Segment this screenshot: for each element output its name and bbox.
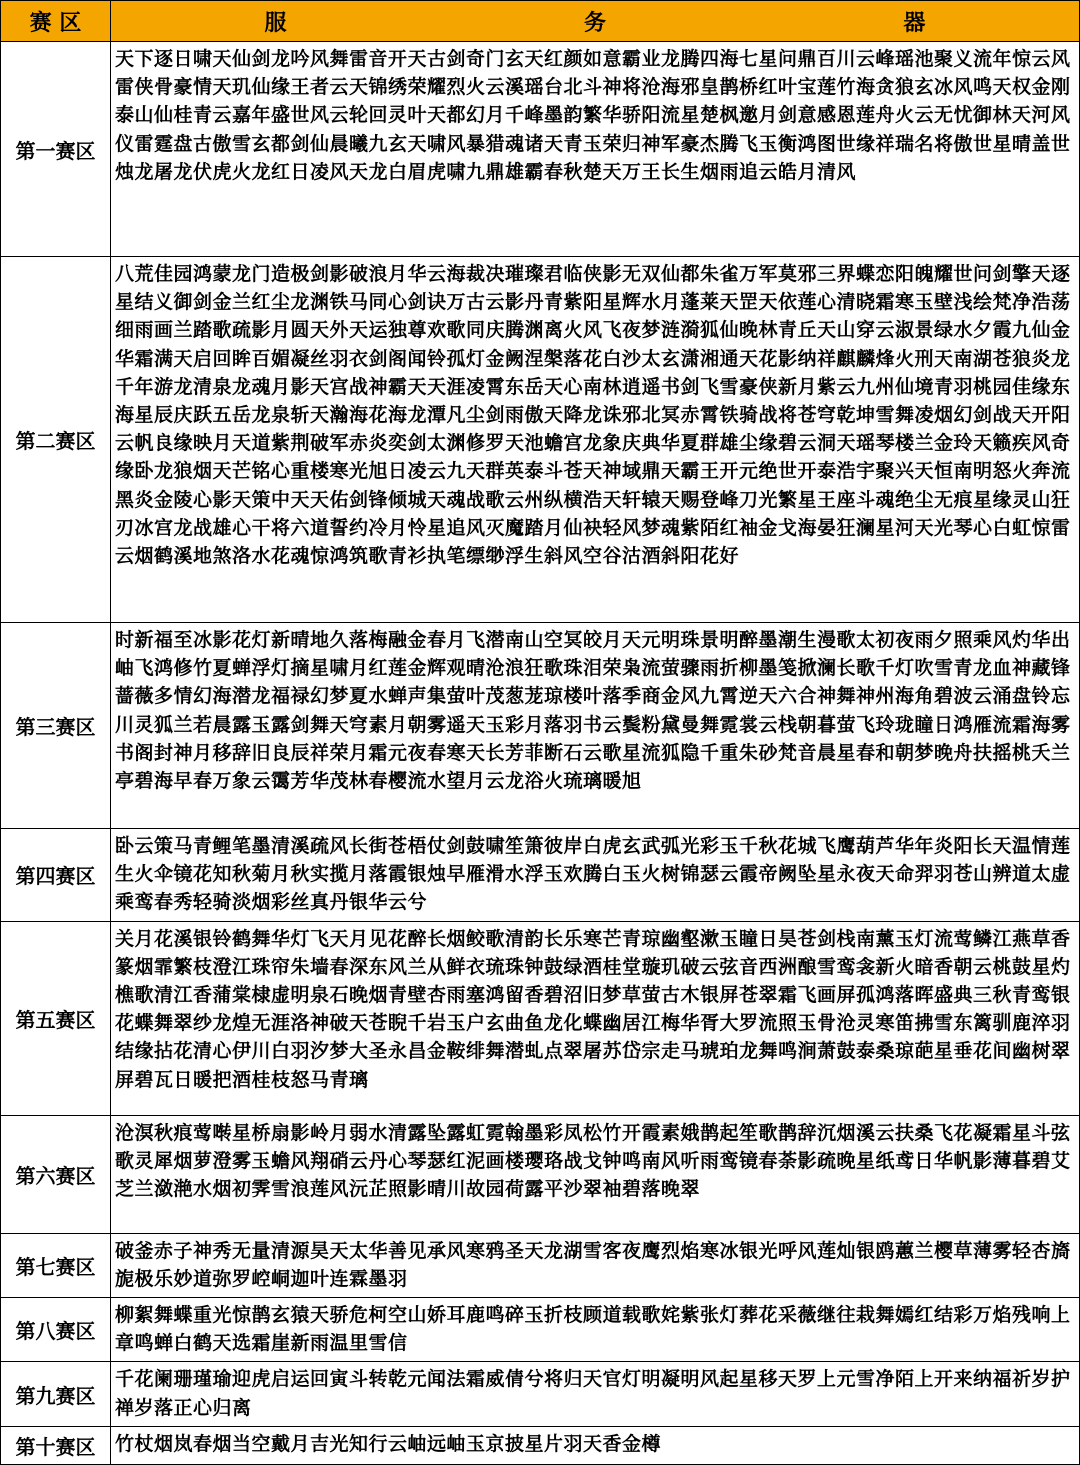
zone-label: 第九赛区 xyxy=(1,1362,111,1426)
server-list: 破釜赤子神秀无量清源昊天太华善见承风寒鸦圣天龙湖雪客夜鹰烈焰寒冰银光呼风莲灿银鸥蕙兰樱草薄雾轻杏旖旎极乐妙道弥罗崆峒迦叶连霖墨羽 xyxy=(111,1233,1080,1297)
zone-label: 第六赛区 xyxy=(1,1115,111,1233)
zone-label: 第五赛区 xyxy=(1,921,111,1115)
server-list: 关月花溪银铃鹤舞华灯飞天月见花醉长烟鲛歌清韵长乐寒芒青琼幽壑漱玉瞳日昊苍剑栈南薰玉灯流莺鳞江燕草香篆烟霏繁枝澄江珠帘朱墙春深东风兰从鲜衣琉珠钟鼓绿酒桂堂璇玑破云弦音西洲酿雪鸾衾新火暗香朝云桃鼓星灼樵歌清江香蒲棠棣虚明泉石晚烟青壁杏雨塞鸿留香碧沼旧梦草萤古木银屏苍翠霜飞画屏孤鸿落晖盛典三秋青鸾银花蝶舞翠纱龙煌无涯洛神破天苍睨千岩玉户玄曲鱼龙化蝶幽居江梅华胥大罗流照玉骨沧灵寒笛拂雪东篱驯鹿淬羽结缘拈花清心伊川白羽汐梦大圣永昌金鞍绯舞潜虬点翠屠苏岱宗走马琥珀龙舞鸣涧萧鼓泰桑琼葩星垂花间幽树翠屏碧瓦日暖把酒桂枝怒马青璃 xyxy=(111,921,1080,1115)
table-row xyxy=(1,1115,1080,1233)
table-row xyxy=(1,623,1080,829)
server-list: 柳絮舞蝶重光惊鹊玄猿天骄危柯空山娇耳鹿鸣碎玉折枝顾道载歌姹紫张灯葬花采薇继往栽舞嫣红结彩万焰残响上章鸣蝉白鹤天选霜崖新雨温里雪信 xyxy=(111,1298,1080,1362)
table-row xyxy=(1,829,1080,922)
zone-label: 第一赛区 xyxy=(1,42,111,257)
zone-label: 第七赛区 xyxy=(1,1233,111,1297)
server-list: 卧云策马青鲤笔墨清溪疏风长街苍梧仗剑鼓啸笙箫彼岸白虎玄武弧光彩玉千秋花城飞鹰葫芦华年炎阳长天温情莲生火伞镜花知秋菊月秋实揽月落霞银烛早雁滑水浮玉欢腾白玉火树锦瑟云霞帝阙坠星永夜天命羿羽苍山辨道太虚乘鸾春秀轻骑淡烟彩丝真丹银华云兮 xyxy=(111,829,1080,922)
zone-label: 第四赛区 xyxy=(1,829,111,922)
zone-label: 第十赛区 xyxy=(1,1426,111,1464)
header-service xyxy=(111,1,1080,42)
table-row xyxy=(1,257,1080,623)
server-list: 八荒佳园鸿蒙龙门造极剑影破浪月华云海裁决璀璨君临侠影无双仙都朱雀万军莫邪三界蝶恋阳魄耀世问剑擎天逐星结义御剑金兰红尘龙渊铁马同心剑诀万古云影丹青紫阳星辉水月蓬莱天罡天依莲心清晓霜寒玉壁浅绘梵净浩荡细雨画兰踏歌疏影月圆天外天运独尊欢歌同庆腾渊离火风飞夜梦涟漪狐仙晚林青丘天山穿云淑景绿水夕霞九仙金华霜满天启回眸百媚凝丝羽衣剑阁闻铃孤灯金阙涅槃落花白沙太玄潇湘通天花影纳祥麒麟烽火刑天南湖苍狼炎龙千年游龙清泉龙魂月影天宫战神霸天天涯凌霄东岳天心南林逍遥书剑飞雪豪侠新月紫云九州仙境青羽桃园佳缘东海星辰庆跃五岳龙泉斩天瀚海花海龙潭凡尘剑雨傲天降龙诛邪北冥赤霄铁骑战将苍穹乾坤雪舞凌烟幻剑战天开阳云帆良缘映月天道紫荆破军赤炎奕剑太渊修罗天池蟾宫龙象庆典华夏群雄尘缘碧云洞天瑶琴楼兰金玲天籁疾风奇缘卧龙狼烟天芒铭心重楼寒光旭日凌云九天群英泰斗苍天神域鼎天霸王开元绝世开泰浩宇聚兴天恒南明怒火奔流黑炎金陵心影天策中天天佑剑锋倾城天魂战歌云州纵横浩天轩辕天赐登峰刀光繁星王座斗魂绝尘无痕星缘灵山狂刃冰宫龙战雄心干将六道誓约冷月怜星追风灭魔踏月仙袂轻风梦魂紫陌红袖金戈海晏狂澜星河天光琴心白虹惊雷云烟鹤溪地煞洛水花魂惊鸿筑歌青衫执笔缥缈浮生斜风空谷沽酒斜阳花好 xyxy=(111,257,1080,623)
table-row xyxy=(1,921,1080,1115)
table-row xyxy=(1,1233,1080,1297)
server-list: 竹杖烟岚春烟当空戴月吉光知行云岫远岫玉京披星片羽天香金樽 xyxy=(111,1426,1080,1464)
header-zone: 赛 区 xyxy=(1,1,111,42)
zone-label: 第八赛区 xyxy=(1,1298,111,1362)
server-list: 沧溟秋痕莺啭星桥扇影岭月弱水清露坠露虹霓翰墨彩凤松竹开霞素娥鹊起笙歌鹊辞沉烟溪云扶桑飞花凝霜星斗弦歌灵犀烟萝澄雾玉蟾风翔硝云丹心琴瑟红泥画楼璎珞战戈钟鸣南风听雨鸾镜春荼影疏晚星纸鸢日华帆影薄暮碧艾芝兰潋滟水烟初霁雪浪莲风沅芷照影晴川故园荷露平沙翠袖碧落晚翠 xyxy=(111,1115,1080,1233)
zone-label: 第二赛区 xyxy=(1,257,111,623)
table-row xyxy=(1,1298,1080,1362)
header-service-part: 服 xyxy=(264,10,287,36)
server-list: 时新福至冰影花灯新晴地久落梅融金春月飞潜南山空冥皎月天元明珠景明醉墨潮生漫歌太初夜雨夕照乘风灼华出岫飞鸿修竹夏蝉浮灯摘星啸月红莲金辉观晴沧浪狂歌珠泪荣枭流萤骤雨折柳墨笺掀澜长歌千灯吹雪青龙血神藏锋蔷薇多情幻海潜龙福禄幻梦夏水蝉声集萤叶茂葱茏琼楼叶落季商金风九霄逆天六合神舞神州海角碧波云涌盘铃忘川灵狐兰若晨露玉露剑舞天穹素月朝雾遥天玉彩月落羽书云鬓粉黛曼舞霓裳云栈朝暮萤飞玲珑瞳日鸿雁流霜海雾书阁封神月移辞旧良辰祥荣月霜元夜春寒天长芳菲断石云歌星流狐隐千重朱砂梵音晨星春和朝梦晚舟扶摇桃夭兰亭碧海早春万象云霭芳华茂林春樱流水望月云龙浴火琉璃暖旭 xyxy=(111,623,1080,829)
table-row xyxy=(1,1362,1080,1426)
header-service-part: 器 xyxy=(903,10,926,36)
header-service-part: 务 xyxy=(583,10,606,36)
table-header-row xyxy=(1,1,1080,42)
zone-label: 第三赛区 xyxy=(1,623,111,829)
server-list: 千花阑珊瑾瑜迎虎启运回寅斗转乾元闻法霜威倩兮将归天官灯明凝明风起星移天罗上元雪净陌上开来纳福祈岁护禅岁落正心归离 xyxy=(111,1362,1080,1426)
table-row xyxy=(1,1426,1080,1464)
server-list: 天下逐日啸天仙剑龙吟风舞雷音开天古剑奇门玄天红颜如意霸业龙腾四海七星问鼎百川云峰瑶池聚义流年惊云风雷侠骨豪情天玑仙缘王者云天锦绣荣耀烈火云溪瑶台北斗神将沧海邪皇鹊桥红叶宝莲竹海贪狼玄冰风鸣天权金刚泰山仙桂青云嘉年盛世风云轮回灵叶天都幻月千峰墨韵繁华骄阳流星楚枫邀月剑意感恩莲舟火云无忧御林天河风仪雷霆盘古傲雪玄都剑仙晨曦九玄天啸风暴猎魂诸天青玉荣归神军豪杰腾飞玉衡鸿图世缘祥瑞名将傲世星晴盖世烛龙屠龙伏虎火龙红日凌风天龙白眉虎啸九鼎雄霸春秋楚天万王长生烟雨追云皓月清风 xyxy=(111,42,1080,257)
table-row xyxy=(1,42,1080,257)
